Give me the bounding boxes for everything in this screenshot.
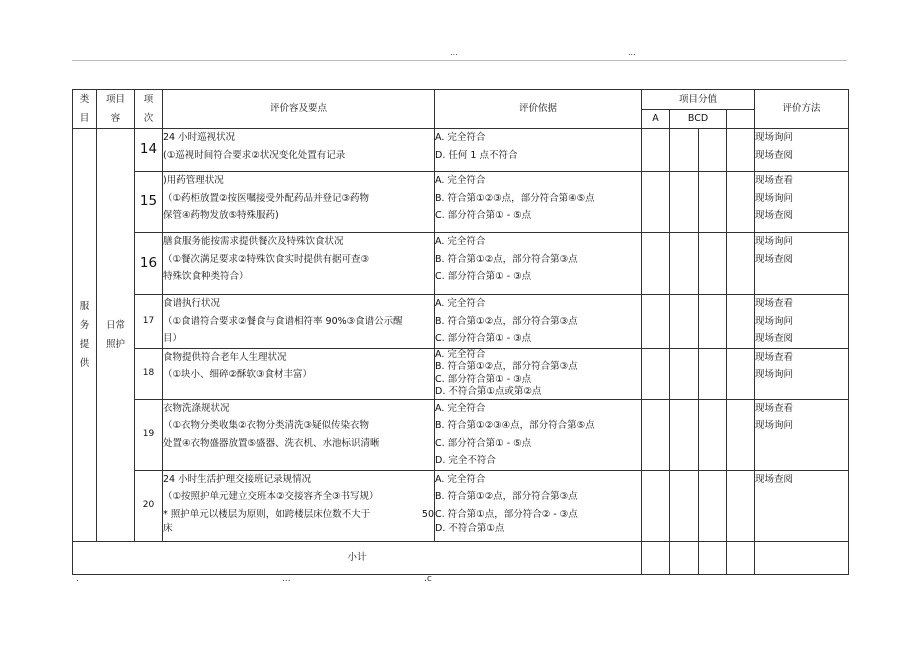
row-note: * 照护单元以楼层为原则，如跨楼层床位数不大于: [163, 508, 371, 520]
subtotal-method: [755, 541, 849, 574]
score-a-cell: [642, 233, 670, 295]
row-number: 17: [135, 295, 163, 349]
table-row: [73, 295, 849, 349]
table-row: [73, 172, 849, 233]
score-c-cell: [699, 233, 727, 295]
row-content: 食谱执行状况 （①食谱符合要求②餐食与食谱相符率 90%③食谱公示醒 目）: [163, 295, 435, 349]
score-b-cell: [670, 295, 699, 349]
row-method: 现场查看 现场询问: [755, 399, 849, 470]
header-rule: [72, 60, 847, 61]
row-number: 14: [135, 129, 163, 172]
header-dots-right: ...: [628, 48, 636, 57]
category-cell: 服务提供: [73, 129, 97, 542]
row-number: 20: [135, 470, 163, 541]
row-number: 18: [135, 348, 163, 399]
row-note-number: 50: [421, 508, 434, 520]
row-content: 24 小时巡视状况 (①巡视时间符合要求②状况变化处置有记录: [163, 129, 435, 172]
subtotal-c: [699, 541, 727, 574]
score-c-cell: [699, 129, 727, 172]
score-a-cell: [642, 295, 670, 349]
subtotal-a: [642, 541, 670, 574]
subtotal-row: [73, 541, 849, 574]
score-b-cell: [670, 399, 699, 470]
score-a-cell: [642, 348, 670, 399]
header-number: 项次: [135, 90, 163, 129]
row-basis: A. 完全符合 B. 符合第①②③④点，部分符合第⑤点 C. 部分符合第① - ⑤点 D. 完全不符合: [435, 399, 642, 470]
row-basis: A. 完全符合 B. 符合第①②点，部分符合第③点 C. 部分符合第① - ③点: [435, 295, 642, 349]
score-a-cell: [642, 470, 670, 541]
table-row: [73, 399, 849, 470]
row-content: 衣物洗涤规状况 （①衣物分类收集②衣物分类清洗③疑似传染衣物 处置④衣物盛器放置⑤盛器、洗衣机、水池标识清晰: [163, 399, 435, 470]
header-dots-left: ...: [450, 48, 458, 57]
header-score-blank: [727, 109, 755, 129]
row-content: 食物提供符合老年人生理状况 （①块小、细碎②酥软③食材丰富）: [163, 348, 435, 399]
header-item: 项目容: [97, 90, 135, 129]
header-row: [73, 90, 849, 110]
score-d-cell: [727, 399, 755, 470]
score-c-cell: [699, 399, 727, 470]
row-method: 现场查看 现场询问 现场查阅: [755, 295, 849, 349]
row-content: 膳食服务能按需求提供餐次及特殊饮食状况 （①餐次满足要求②特殊饮食实时提供有据可查③ 特殊饮食种类符合）: [163, 233, 435, 295]
row-method: 现场询问 现场查阅: [755, 129, 849, 172]
score-a-cell: [642, 399, 670, 470]
score-b-cell: [670, 348, 699, 399]
header-basis: 评价依据: [435, 90, 642, 129]
subtotal-label: 小计: [73, 541, 642, 574]
row-content: 24 小时生活护理交接班记录规情况 （①按照护单元建立交班本②交接容齐全③书写规） * 照护单元以楼层为原则，如跨楼层床位数不大于 50 床: [163, 470, 435, 541]
row-note-tail: 床: [163, 523, 173, 534]
footer-mark-right: .c: [424, 574, 432, 584]
score-d-cell: [727, 295, 755, 349]
score-d-cell: [727, 129, 755, 172]
header-score-bcd: BCD: [670, 109, 727, 129]
row-number: 15: [135, 172, 163, 233]
score-c-cell: [699, 295, 727, 349]
score-d-cell: [727, 348, 755, 399]
score-b-cell: [670, 172, 699, 233]
header-score: 项目分值: [642, 90, 755, 110]
row-content: )用药管理状况 （①药柜放置②按医嘱接受外配药品并登记③药物 保管④药物发放⑤特殊服药): [163, 172, 435, 233]
score-b-cell: [670, 470, 699, 541]
row-number: 16: [135, 233, 163, 295]
row-number: 19: [135, 399, 163, 470]
header-content: 评价容及要点: [163, 90, 435, 129]
subtotal-d: [727, 541, 755, 574]
row-basis: A. 完全符合 B. 符合第①②③点，部分符合第④⑤点 C. 部分符合第① - ⑤点: [435, 172, 642, 233]
score-a-cell: [642, 129, 670, 172]
score-c-cell: [699, 172, 727, 233]
table-row: [73, 233, 849, 295]
score-c-cell: [699, 470, 727, 541]
row-method: 现场询问 现场查阅: [755, 233, 849, 295]
table-row: [73, 348, 849, 399]
table-row: [73, 129, 849, 172]
score-b-cell: [670, 233, 699, 295]
subtotal-b: [670, 541, 699, 574]
score-a-cell: [642, 172, 670, 233]
score-d-cell: [727, 233, 755, 295]
item-cell: 日常照护: [97, 129, 135, 542]
score-d-cell: [727, 172, 755, 233]
score-d-cell: [727, 470, 755, 541]
score-b-cell: [670, 129, 699, 172]
row-basis: A. 完全符合 B. 符合第①②点，部分符合第③点 C. 符合第①点，部分符合② - ③点 D. 不符合第①点: [435, 470, 642, 541]
score-c-cell: [699, 348, 727, 399]
header-score-a: A: [642, 109, 670, 129]
row-basis: A. 完全符合 D. 任何 1 点不符合: [435, 129, 642, 172]
row-method: 现场查阅: [755, 470, 849, 541]
row-basis: A. 完全符合 B. 符合第①②点，部分符合第③点 C. 部分符合第① - ③点: [435, 233, 642, 295]
footer-mark-mid: ...: [282, 574, 291, 584]
row-method: 现场查看 现场询问 现场查阅: [755, 172, 849, 233]
evaluation-table: [72, 89, 849, 575]
row-method: 现场查看 现场询问: [755, 348, 849, 399]
footer-mark-left: .: [76, 574, 79, 584]
row-basis: A. 完全符合 B. 符合第①②点，部分符合第③点 C. 部分符合第① - ③点 D. 不符合第①点或第②点: [435, 348, 642, 399]
header-method: 评价方法: [755, 90, 849, 129]
header-category: 类目: [73, 90, 97, 129]
table-row: [73, 470, 849, 541]
